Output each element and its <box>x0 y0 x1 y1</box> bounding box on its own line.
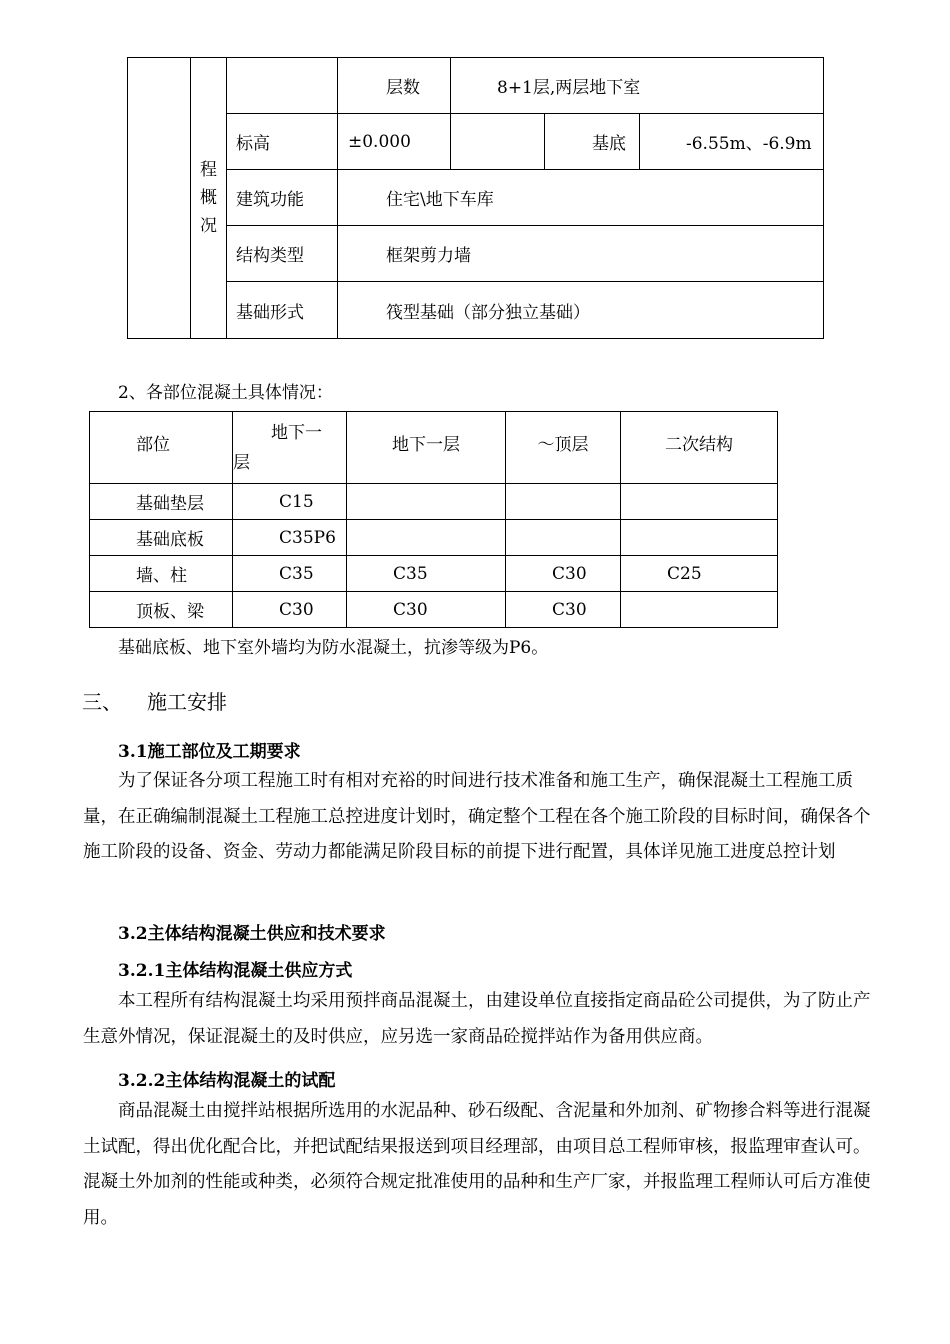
concrete-section-title: 2、各部位混凝土具体情况： <box>118 383 333 403</box>
function-value: 住宅\地下车库 <box>338 170 824 226</box>
function-label: 建筑功能 <box>227 170 338 226</box>
row-cell: C30 <box>506 592 621 628</box>
subsection-heading: 3.2主体结构混凝土供应和技术要求 <box>118 924 386 944</box>
foundation-label: 基础形式 <box>227 282 338 339</box>
paragraph: 本工程所有结构混凝土均采用预拌商品混凝土，由建设单位直接指定商品砼公司提供，为了防止产生意外情况，保证混凝土的及时供应，应另选一家商品砼搅拌站作为备用供应商。 <box>83 991 871 1047</box>
base-label: 基底 <box>545 114 640 170</box>
row-cell: C30 <box>506 556 621 592</box>
row-cell <box>347 484 506 520</box>
row-part: 基础垫层 <box>90 484 233 520</box>
header-basement-one <box>233 412 347 484</box>
elevation-label: 标高 <box>227 114 338 170</box>
row-cell <box>347 520 506 556</box>
row-cell <box>621 484 778 520</box>
row-cell: C30 <box>233 592 347 628</box>
subsection-heading: 3.2.1主体结构混凝土供应方式 <box>118 961 353 981</box>
paragraph: 商品混凝土由搅拌站根据所选用的水泥品种、砂石级配、含泥量和外加剂、矿物掺合料等进行混凝土试配，得出优化配合比，并把试配结果报送到项目经理部，由项目总工程师审核，报监理审查认可。混凝土外加剂的性能或种类，必须符合规定批准使用的品种和生产厂家，并报监理工程师认可后方准使用。 <box>83 1101 871 1228</box>
header-basement-floor: 地下一层 <box>347 412 506 484</box>
header-secondary-structure: 二次结构 <box>621 412 778 484</box>
structure-label: 结构类型 <box>227 226 338 282</box>
section-number: 三、 <box>82 690 122 714</box>
floors-value: 8+1层,两层地下室 <box>451 58 824 114</box>
foundation-value: 筏型基础（部分独立基础） <box>338 282 824 339</box>
row-cell: C35P6 <box>233 520 347 556</box>
row-cell: C30 <box>347 592 506 628</box>
row-part: 顶板、梁 <box>90 592 233 628</box>
blank-cell <box>451 114 545 170</box>
row-part: 墙、柱 <box>90 556 233 592</box>
row-cell: C25 <box>621 556 778 592</box>
concrete-grade-table <box>89 411 778 628</box>
blank-cell <box>128 58 191 339</box>
table-row <box>90 484 778 520</box>
row-cell <box>506 520 621 556</box>
header-top-floor: ～顶层 <box>506 412 621 484</box>
row-part: 基础底板 <box>90 520 233 556</box>
header-basement-one-text: 地下一 层 <box>233 422 322 473</box>
table-row <box>90 592 778 628</box>
table-row <box>90 556 778 592</box>
row-cell <box>621 520 778 556</box>
row-cell <box>506 484 621 520</box>
row-cell <box>621 592 778 628</box>
section-title: 施工安排 <box>147 690 227 714</box>
row-cell: C35 <box>347 556 506 592</box>
structure-value: 框架剪力墙 <box>338 226 824 282</box>
floors-label: 层数 <box>338 58 451 114</box>
elevation-value: ±0.000 <box>338 114 451 170</box>
row-cell: C15 <box>233 484 347 520</box>
project-overview-table <box>127 57 824 339</box>
base-value: -6.55m、-6.9m <box>640 114 824 170</box>
side-label: 程 概 况 <box>191 58 227 339</box>
table-row <box>90 520 778 556</box>
blank-cell <box>227 58 338 114</box>
concrete-note: 基础底板、地下室外墙均为防水混凝土，抗渗等级为P6。 <box>118 638 549 658</box>
subsection-heading: 3.2.2主体结构混凝土的试配 <box>118 1071 336 1091</box>
header-part: 部位 <box>90 412 233 484</box>
row-cell: C35 <box>233 556 347 592</box>
paragraph: 为了保证各分项工程施工时有相对充裕的时间进行技术准备和施工生产，确保混凝土工程施工质量，在正确编制混凝土工程施工总控进度计划时，确定整个工程在各个施工阶段的目标时间，确保各个施工阶段的设备、资金、劳动力都能满足阶段目标的前提下进行配置，具体详见施工进度总控计划 <box>83 771 871 862</box>
subsection-heading: 3.1施工部位及工期要求 <box>118 742 301 762</box>
